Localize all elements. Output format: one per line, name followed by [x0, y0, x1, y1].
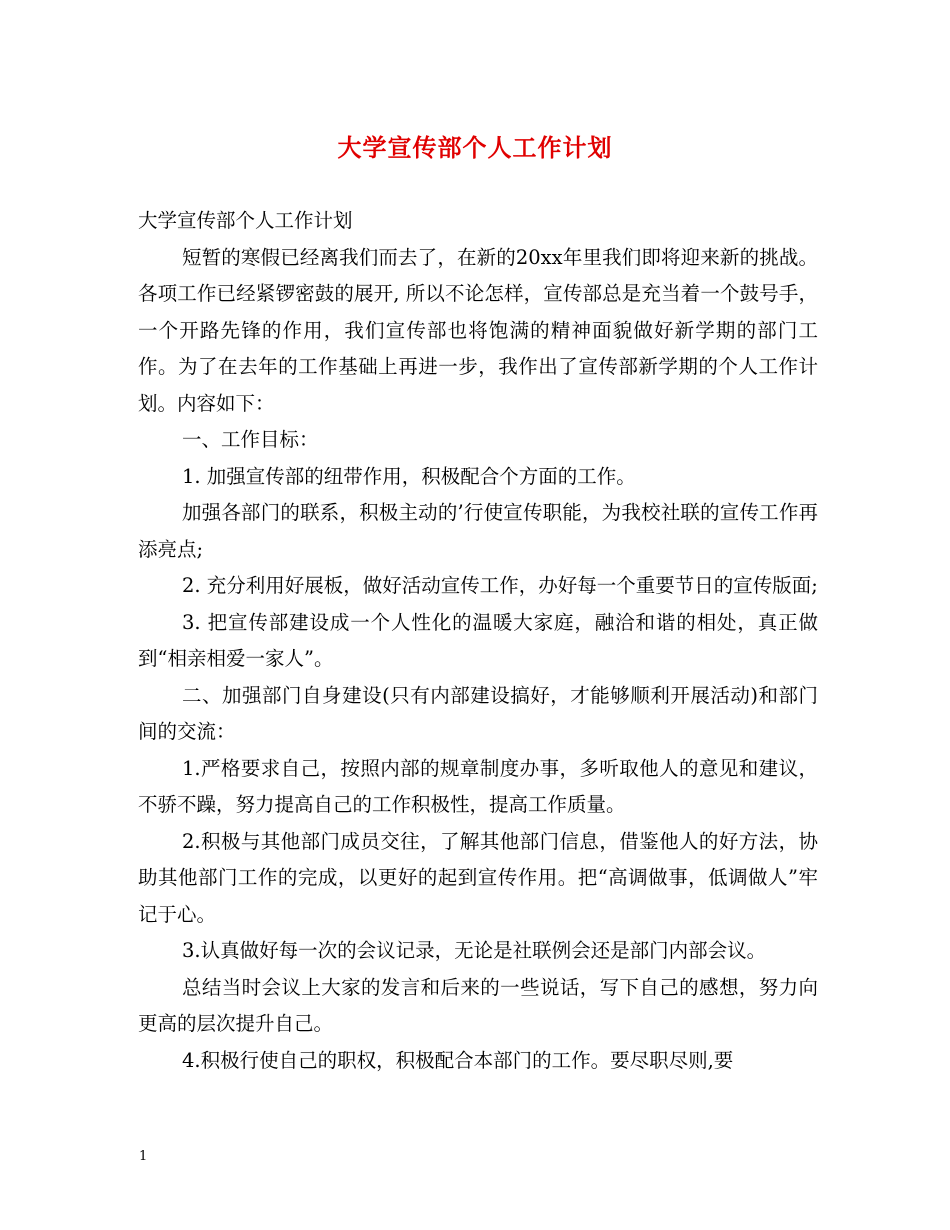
paragraph-dev-3-detail: 总结当时会议上大家的发言和后来的一些说话，写下自己的感想，努力向更高的层次提升自己。 [138, 975, 818, 1035]
paragraph-dev-4: 4.积极行使自己的职权，积极配合本部门的工作。要尽职尽则,要 [182, 1048, 734, 1072]
section-heading-goals: 一、工作目标： [182, 428, 319, 451]
document-title: 大学宣传部个人工作计划 [337, 133, 613, 162]
section-heading-development: 二、加强部门自身建设(只有内部建设搞好，才能够顺利开展活动)和部门间的交流： [138, 683, 818, 743]
paragraph-goal-2: 2. 充分利用好展板，做好活动宣传工作，办好每一个重要节日的宣传版面; [182, 574, 818, 597]
paragraph-intro: 短暂的寒假已经离我们而去了，在新的20xx年里我们即将迎来新的挑战。各项工作已经紧锣密鼓的展开, 所以不论怎样，宣传部总是充当着一个鼓号手，一个开路先锋的作用，我们宣传部也将饱满的精神面貌做好新学期的部门工作。为了在去年的工作基础上再进一步，我作出了宣传部新学期的个人工作计划。内容如下： [138, 245, 818, 415]
paragraph-dev-1: 1.严格要求自己，按照内部的规章制度办事，多听取他人的意见和建议，不骄不躁，努力提高自己的工作积极性，提高工作质量。 [138, 756, 818, 816]
paragraph-dev-2: 2.积极与其他部门成员交往，了解其他部门信息，借鉴他人的好方法，协助其他部门工作的完成，以更好的起到宣传作用。把“高调做事，低调做人”牢记于心。 [138, 829, 818, 926]
paragraph-goal-1-detail: 加强各部门的联系，积极主动的’行使宣传职能，为我校社联的宣传工作再添亮点; [138, 501, 818, 561]
page-number: 1 [139, 1149, 148, 1164]
document-body [138, 203, 818, 1079]
paragraph-dev-3: 3.认真做好每一次的会议记录，无论是社联例会还是部门内部会议。 [182, 939, 767, 962]
paragraph-goal-3: 3. 把宣传部建设成一个人性化的温暖大家庭，融洽和谐的相处，真正做到“相亲相爱一家人”。 [138, 610, 818, 670]
paragraph-goal-1: 1. 加强宣传部的纽带作用，积极配合个方面的工作。 [182, 464, 636, 488]
paragraph-subtitle: 大学宣传部个人工作计划 [138, 209, 353, 232]
